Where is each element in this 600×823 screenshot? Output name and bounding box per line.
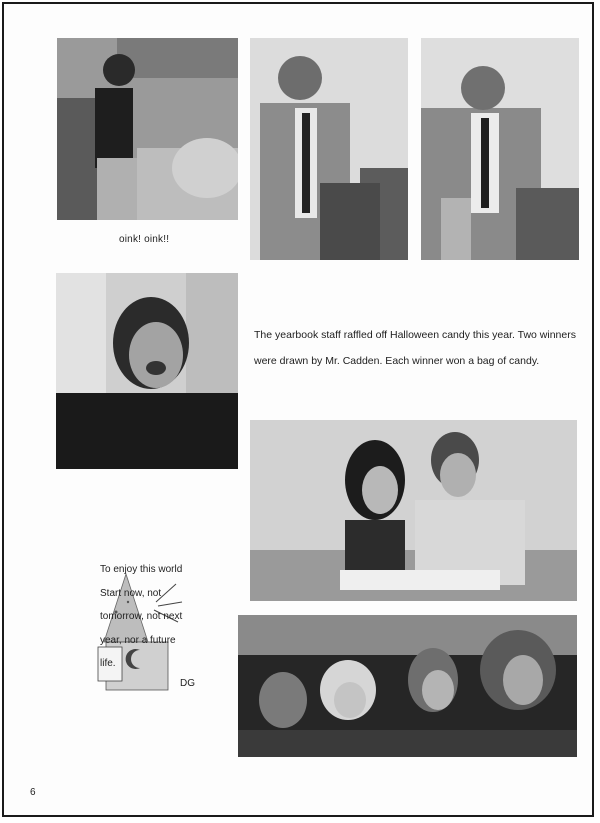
photo-students-at-desk: [250, 420, 577, 601]
poem-line: tomorrow, not next: [100, 611, 183, 622]
page-number: 6: [30, 787, 36, 798]
photo-laughing-young-man: [56, 273, 238, 469]
story-line-2: were drawn by Mr. Cadden. Each winner won a bag of candy.: [254, 355, 540, 367]
photo-woman-with-bags: [57, 38, 238, 220]
poem-initials: DG: [180, 678, 195, 689]
poem-line: life.: [100, 658, 116, 669]
story-line-1: The yearbook staff raffled off Halloween candy this year. Two winners: [254, 329, 576, 341]
caption-oink: oink! oink!!: [119, 234, 170, 245]
photo-man-plaid-jacket-right: [421, 38, 579, 260]
raffle-story: [254, 322, 584, 374]
photo-man-plaid-jacket-left: [250, 38, 408, 260]
poem-line: To enjoy this world: [100, 564, 183, 575]
poem: [100, 558, 220, 676]
photo-group-of-girls: [238, 615, 577, 757]
poem-line: Start now, not: [100, 587, 162, 599]
poem-line: year, nor a future: [100, 634, 176, 646]
